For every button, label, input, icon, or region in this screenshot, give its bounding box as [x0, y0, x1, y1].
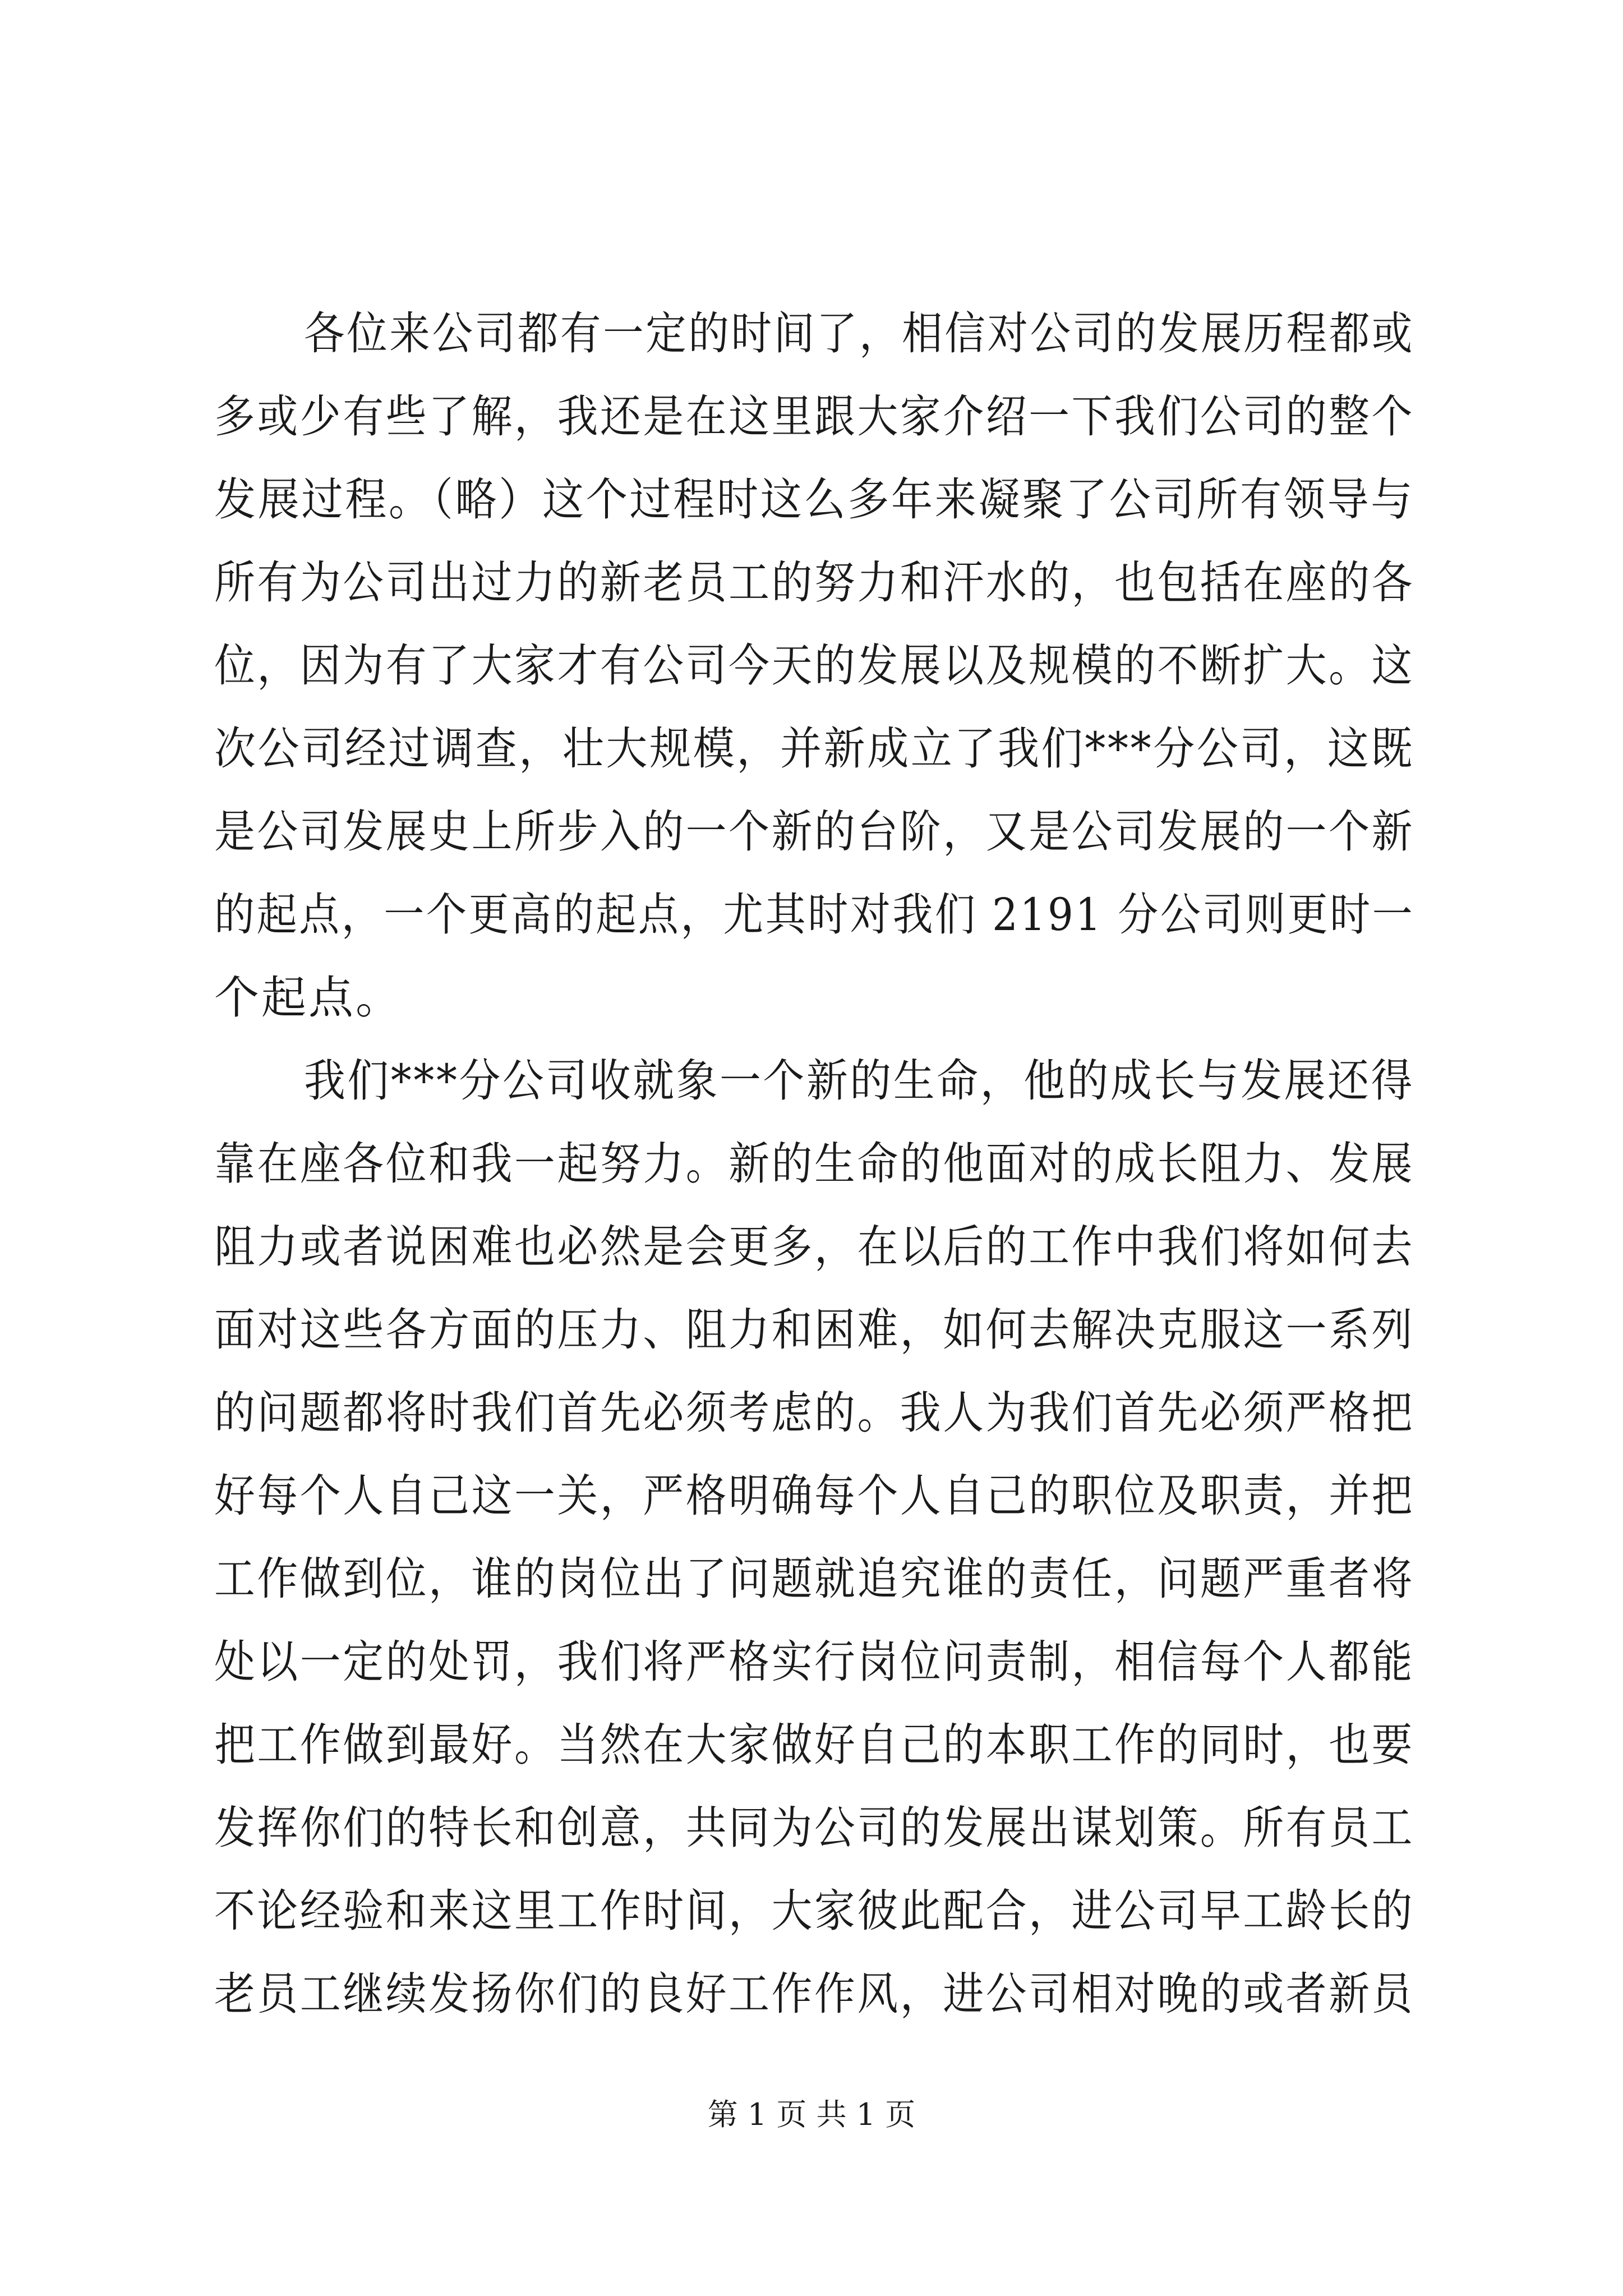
paragraph-1-line-5: 位，因为有了大家才有公司今天的发展以及规模的不断扩大。这	[214, 639, 1415, 692]
paragraph-2-line-2: 靠在座各位和我一起努力。新的生命的他面对的成长阻力、发展	[214, 1138, 1415, 1190]
paragraph-2-line-12: 老员工继续发扬你们的良好工作作风，进公司相对晚的或者新员	[214, 1968, 1415, 2020]
paragraph-2-line-1: 我们***分公司收就象一个新的生命，他的成长与发展还得	[304, 1055, 1415, 1107]
paragraph-1-line-6: 次公司经过调查，壮大规模，并新成立了我们***分公司，这既	[214, 723, 1414, 775]
paragraph-1-line-1: 各位来公司都有一定的时间了，相信对公司的发展历程都或	[304, 307, 1415, 360]
paragraph-1-line-9: 个起点。	[214, 972, 403, 1024]
paragraph-2-line-10: 发挥你们的特长和创意，共同为公司的发展出谋划策。所有员工	[214, 1802, 1415, 1854]
paragraph-2-line-9: 把工作做到最好。当然在大家做好自己的本职工作的同时，也要	[214, 1719, 1415, 1771]
paragraph-2-line-6: 好每个人自己这一关，严格明确每个人自己的职位及职责，并把	[214, 1470, 1415, 1522]
paragraph-1-line-4: 所有为公司出过力的新老员工的努力和汗水的，也包括在座的各	[214, 556, 1415, 609]
paragraph-2-line-3: 阻力或者说困难也必然是会更多，在以后的工作中我们将如何去	[214, 1221, 1415, 1273]
paragraph-1-line-7: 是公司发展史上所步入的一个新的台阶，又是公司发展的一个新	[214, 806, 1415, 858]
paragraph-2-line-8: 处以一定的处罚，我们将严格实行岗位问责制，相信每个人都能	[214, 1636, 1415, 1688]
paragraph-2-line-4: 面对这些各方面的压力、阻力和困难，如何去解决克服这一系列	[214, 1304, 1415, 1356]
paragraph-1-line-8: 的起点，一个更高的起点，尤其时对我们 2191 分公司则更时一	[214, 889, 1415, 941]
paragraph-2-line-7: 工作做到位，谁的岗位出了问题就追究谁的责任，问题严重者将	[214, 1553, 1415, 1605]
page-number-footer: 第 1 页 共 1 页	[707, 2097, 916, 2132]
paragraph-1-line-2: 多或少有些了解，我还是在这里跟大家介绍一下我们公司的整个	[214, 390, 1415, 443]
paragraph-2-line-5: 的问题都将时我们首先必须考虑的。我人为我们首先必须严格把	[214, 1387, 1415, 1439]
paragraph-1-line-3: 发展过程。（略）这个过程时这么多年来凝聚了公司所有领导与	[214, 473, 1414, 526]
paragraph-2-line-11: 不论经验和来这里工作时间，大家彼此配合，进公司早工龄长的	[214, 1885, 1415, 1937]
